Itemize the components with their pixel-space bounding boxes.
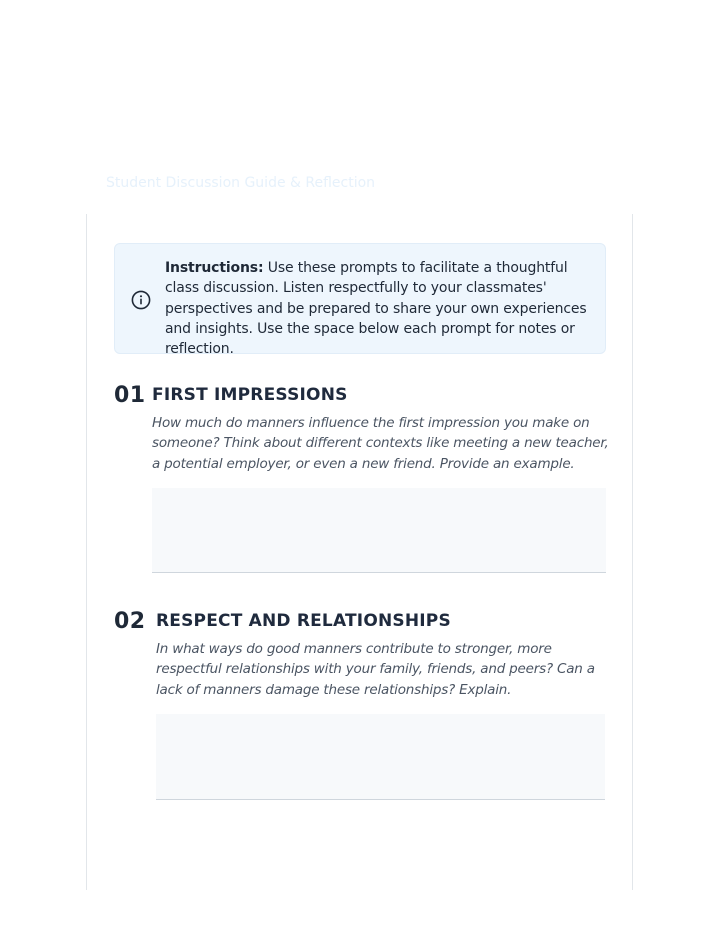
section-prompt: In what ways do good manners contribute to stronger, more respectful relationships with your family, friends, and peers? Can a lack of manners damage these relationships? Explain.	[156, 641, 595, 698]
page-subtitle: Student Discussion Guide & Reflection	[106, 175, 376, 191]
section-title: RESPECT AND RELATIONSHIPS	[156, 611, 451, 631]
instructions-label: Instructions:	[165, 260, 264, 276]
notes-area[interactable]	[156, 714, 605, 800]
section-title: FIRST IMPRESSIONS	[152, 385, 348, 405]
instructions-box	[114, 243, 606, 358]
instructions-text	[165, 258, 595, 359]
section-number: 01	[114, 383, 146, 408]
section-prompt: How much do manners influence the first impression you make on someone? Think about different contexts like meeting a new teacher, a potential employer, or even a new friend. Provide an example.	[152, 415, 609, 472]
instructions-body: Use these prompts to facilitate a thoughtful class discussion. Listen respectfully to your classmates' perspectives and be prepared to share your own experiences and insights. Use the space below each prompt for notes or reflection.	[165, 260, 587, 358]
section-number: 02	[114, 609, 146, 634]
notes-area[interactable]	[152, 488, 606, 573]
info-icon	[131, 290, 151, 310]
